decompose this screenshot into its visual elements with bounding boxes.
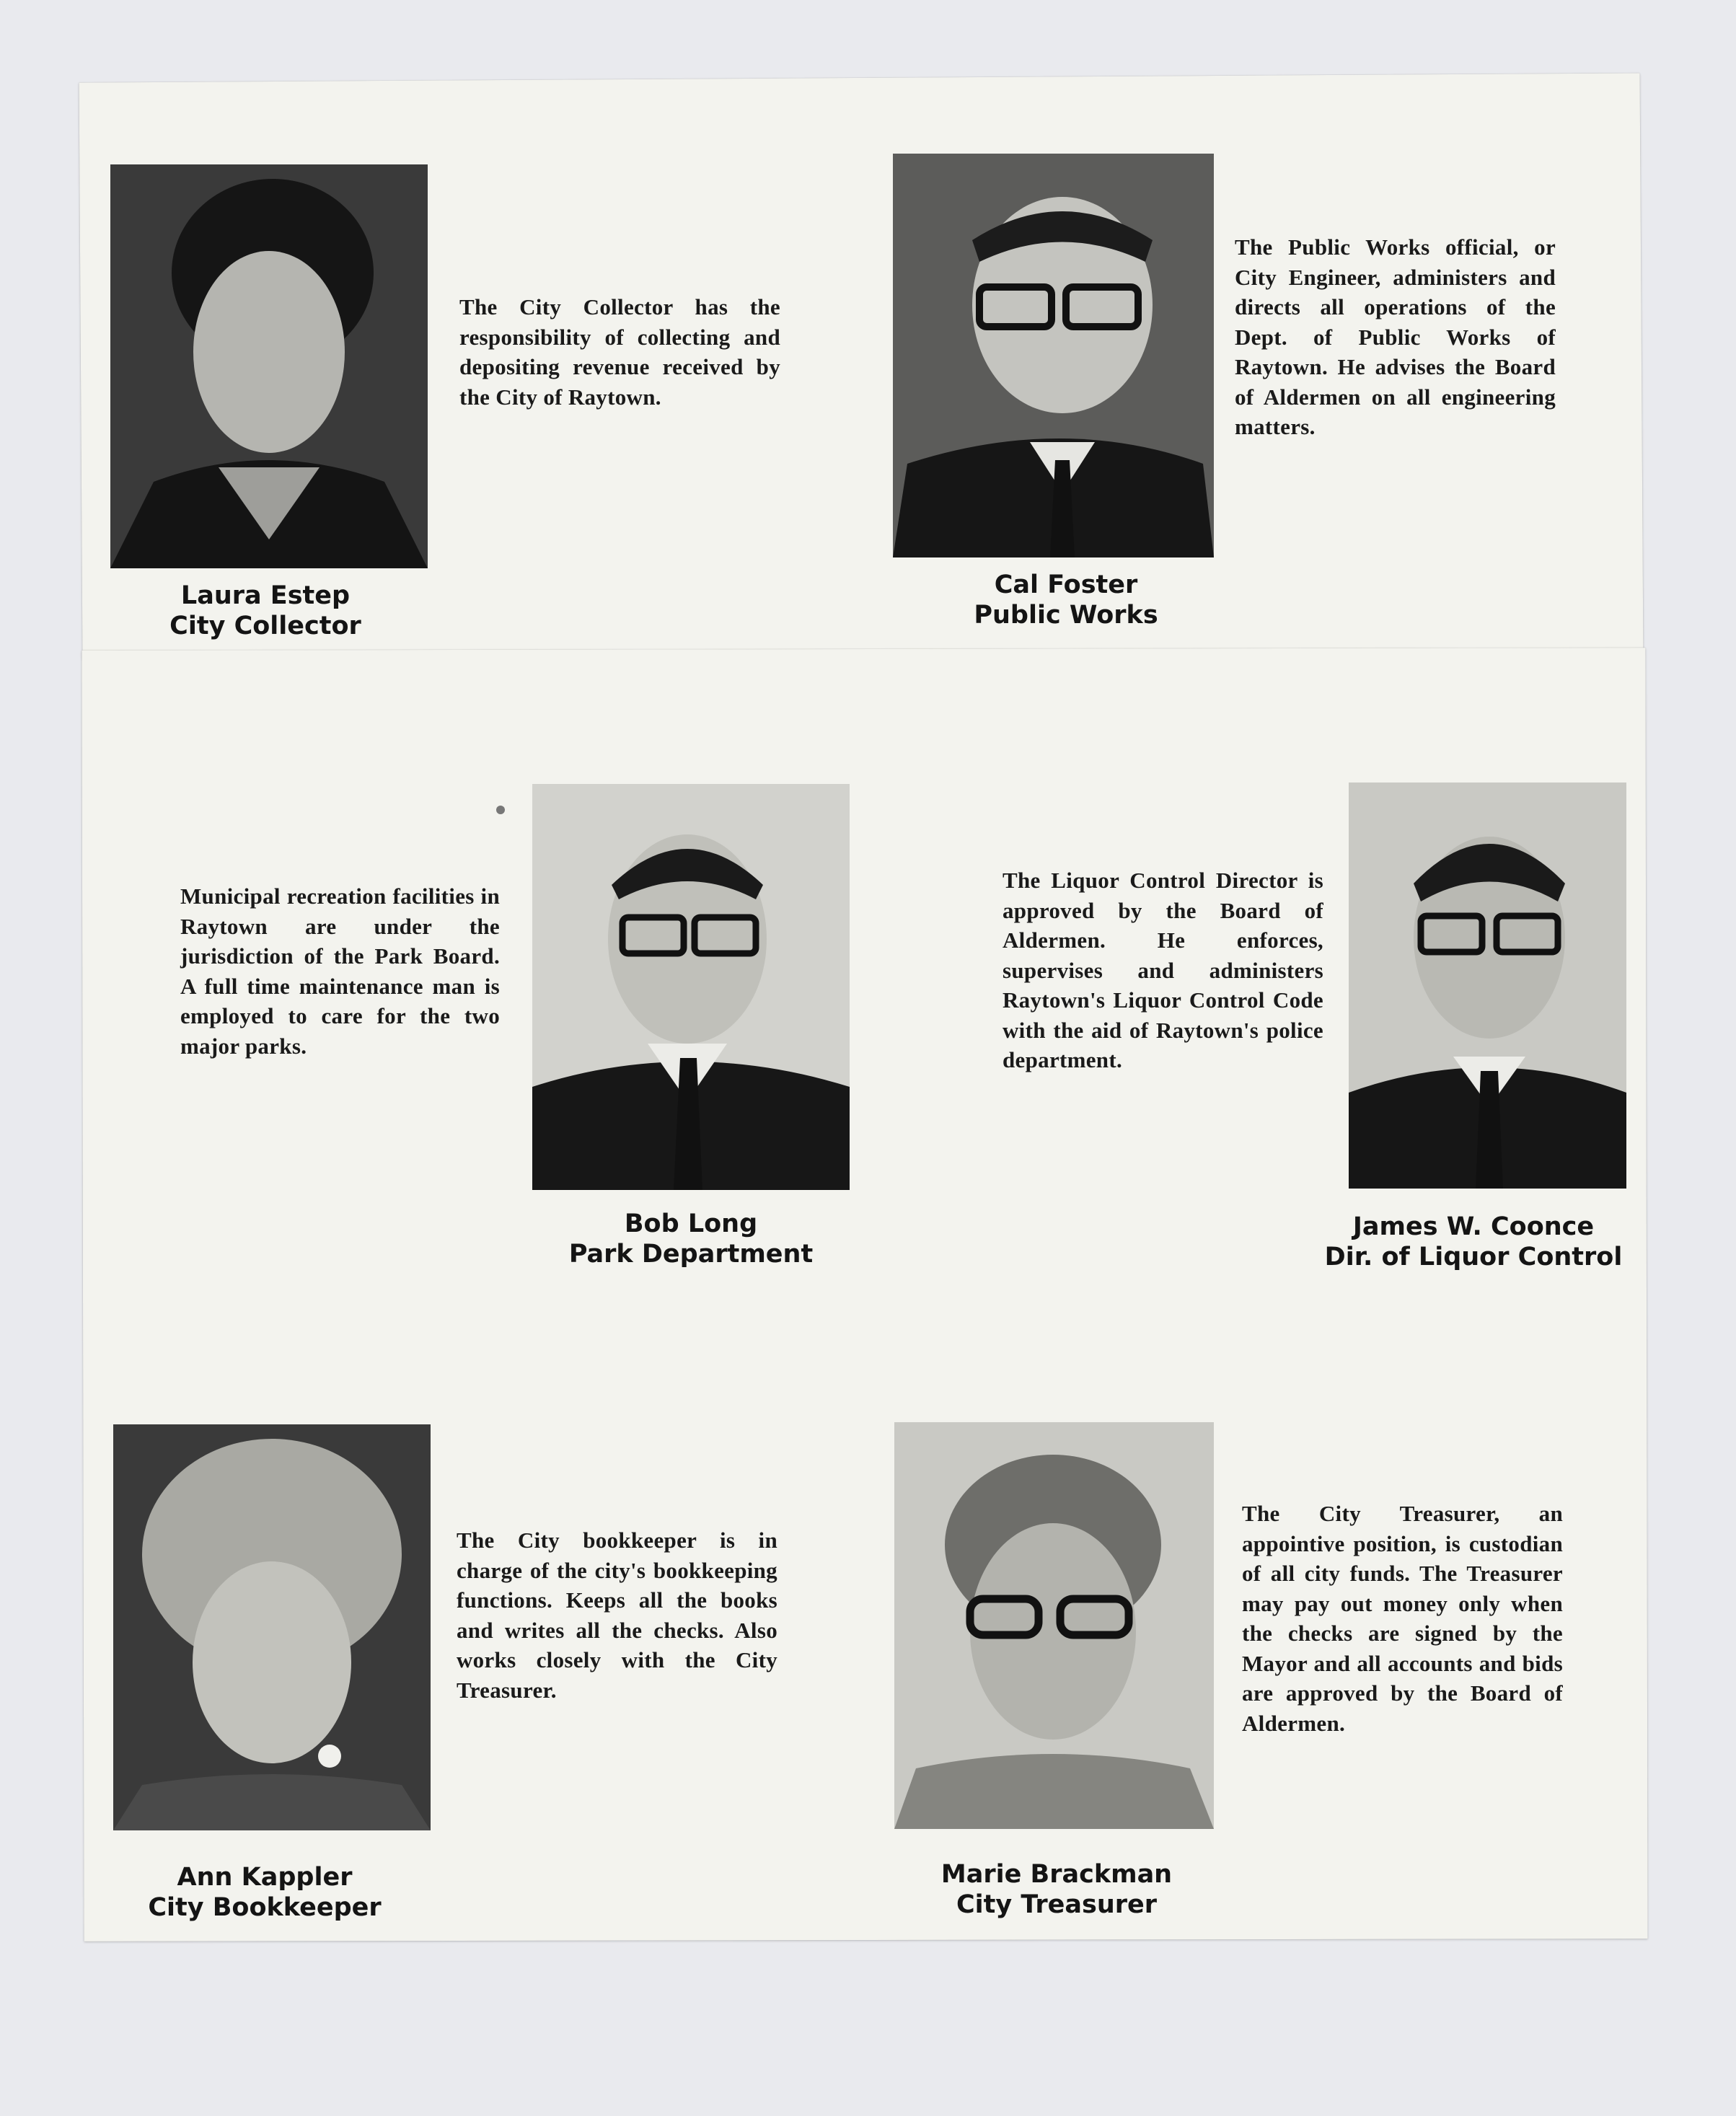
portrait-photo-cal-foster [893, 154, 1214, 557]
name-marie-brackman: Marie Brackman [940, 1860, 1173, 1889]
portrait-photo-laura-estep [110, 164, 428, 568]
portrait-photo-marie-brackman [894, 1422, 1214, 1829]
description-laura-estep: The City Collector has the responsibility of collecting and depositing revenue received by the City of Raytown. [459, 294, 780, 410]
caption-laura-estep [121, 581, 410, 641]
title-james-coonce: Dir. of Liquor Control [1324, 1243, 1623, 1271]
description-marie-brackman: The City Treasurer, an appointive position, is custodian of all city funds. The Treasurer may pay out money only when the checks are signed by the Mayor and all accounts and bids are approved by the Board of Aldermen. [1242, 1501, 1563, 1736]
portrait-photo-james-coonce [1349, 783, 1626, 1189]
paper-speck [496, 806, 505, 814]
title-laura-estep: City Collector [169, 612, 361, 640]
title-ann-kappler: City Bookkeeper [148, 1893, 382, 1922]
caption-bob-long [547, 1209, 835, 1269]
description-bob-long: Municipal recreation facilities in Raytown are under the jurisdiction of the Park Board. A full time maintenance man is employed to care for the two major parks. [180, 883, 500, 1059]
portrait-photo-bob-long [532, 784, 850, 1190]
caption-marie-brackman [912, 1859, 1201, 1920]
caption-ann-kappler [120, 1862, 409, 1923]
title-marie-brackman: City Treasurer [956, 1890, 1158, 1919]
name-james-coonce: James W. Coonce [1352, 1212, 1595, 1241]
description-ann-kappler: The City bookkeeper is in charge of the city's bookkeeping functions. Keeps all the books and writes all the checks. Also works closely with the City Treasurer. [457, 1528, 777, 1703]
description-cal-foster: The Public Works official, or City Engineer, administers and directs all operations of the Dept. of Public Works of Raytown. He advises the Board of Aldermen on all engineering matters. [1235, 234, 1556, 439]
caption-cal-foster [922, 570, 1210, 630]
name-bob-long: Bob Long [624, 1209, 758, 1238]
title-cal-foster: Public Works [974, 601, 1158, 630]
name-cal-foster: Cal Foster [994, 570, 1138, 599]
name-laura-estep: Laura Estep [180, 581, 351, 610]
caption-james-coonce [1318, 1212, 1629, 1272]
portrait-photo-ann-kappler [113, 1424, 431, 1830]
name-ann-kappler: Ann Kappler [177, 1863, 353, 1892]
description-james-coonce: The Liquor Control Director is approved by the Board of Aldermen. He enforces, supervises and administers Raytown's Liquor Control Code with the aid of Raytown's police department. [1003, 868, 1323, 1072]
title-bob-long: Park Department [568, 1240, 814, 1269]
